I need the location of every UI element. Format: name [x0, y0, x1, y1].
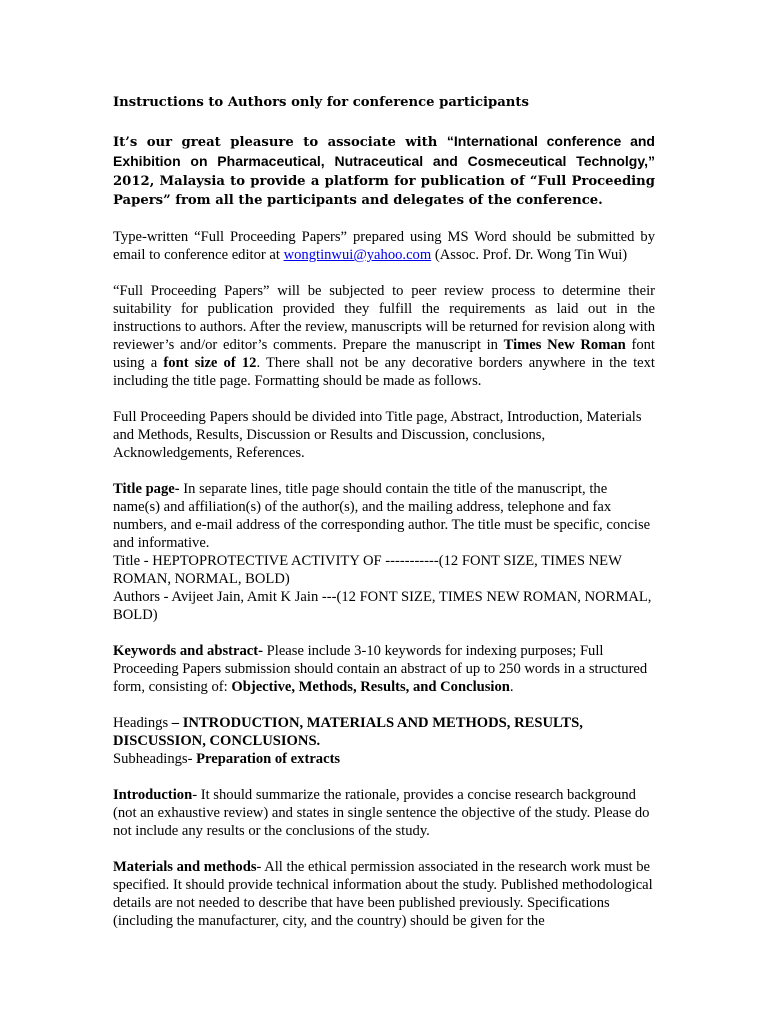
materials-text: - All the ethical permission associated in the research work must be specified. It should provide technical information about the study. Published methodological details are not needed to describe that have been published previously. Specifications (including the manufacturer, city, and the country) should be given for the	[113, 859, 653, 929]
keywords-end: .	[509, 679, 514, 695]
subheadings-paragraph	[113, 750, 655, 768]
review-text1: “Full Proceeding Papers” will be subjected to peer review process to determine their suitability for publication provided they fulfill the requirements as laid out in the instructions to authors. After the review, manuscripts will be returned for revision along with reviewer’s and/or editor’s comments. Prepare the manuscript in	[113, 283, 655, 353]
submission-text2: (Assoc. Prof. Dr. Wong Tin Wui)	[431, 247, 628, 263]
authors-example: Authors - Avijeet Jain, Amit K Jain ---(12 FONT SIZE, TIMES NEW ROMAN, NORMAL, BOLD)	[113, 589, 652, 623]
keywords-text: Please include 3-10 keywords for indexing purposes; Full Proceeding Papers submission should contain an abstract of up to 250 words in a structured form, consisting of:	[113, 643, 648, 695]
editor-email-link[interactable]: wongtinwui@yahoo.com	[283, 247, 432, 263]
abstract-structure: Objective, Methods, Results, and Conclusion	[231, 679, 510, 695]
font-name: Times New Roman	[503, 337, 626, 353]
review-paragraph	[113, 282, 655, 390]
title-page-text: In separate lines, title page should contain the title of the manuscript, the name(s) and affiliation(s) of the author(s), and the mailing address, telephone and fax numbers, and e-mail address of the corresponding author. The title must be specific, concise and informative.	[113, 481, 651, 551]
headings-value: – INTRODUCTION, MATERIALS AND METHODS, RESULTS, DISCUSSION, CONCLUSIONS.	[113, 715, 583, 749]
introduction-paragraph	[113, 786, 655, 840]
keywords-paragraph	[113, 642, 655, 696]
document-page	[113, 94, 655, 948]
materials-paragraph	[113, 858, 655, 930]
font-size: font size of 12	[163, 355, 257, 371]
subheadings-label: Subheadings-	[113, 751, 197, 767]
sections-list-paragraph: Full Proceeding Papers should be divided into Title page, Abstract, Introduction, Materials and Methods, Results, Discussion or Results and Discussion, conclusions, Acknowledgements, References.	[113, 409, 642, 461]
headings-label: Headings	[113, 715, 172, 731]
title-page-paragraph	[113, 480, 655, 552]
conference-name: “International conference and Exhibition on Pharmaceutical, Nutraceutical and Cosmeceutical Technolgy,”	[113, 133, 655, 169]
submission-paragraph	[113, 228, 655, 264]
intro-part2: 2012, Malaysia to provide a platform for publication of “Full Proceeding Papers” from all the participants and delegates of the conference.	[113, 174, 655, 208]
review-text3: . There shall not be any decorative borders anywhere in the text including the title page. Formatting should be made as follows.	[113, 355, 655, 389]
materials-label: Materials and methods	[113, 859, 257, 875]
keywords-label: Keywords and abstract-	[113, 643, 263, 659]
submission-text1: Type-written “Full Proceeding Papers” prepared using MS Word should be submitted by email to conference editor at	[113, 229, 655, 263]
intro-paragraph	[113, 132, 655, 210]
introduction-label: Introduction	[113, 787, 193, 803]
review-text2: font using a	[113, 337, 655, 371]
introduction-text: - It should summarize the rationale, provides a concise research background (not an exhaustive review) and states in single sentence the objective of the study. Please do not include any results or the conclusions of the study.	[113, 787, 650, 839]
intro-part1: It’s our great pleasure to associate with	[113, 135, 447, 150]
title-example: Title - HEPTOPROTECTIVE ACTIVITY OF -----------(12 FONT SIZE, TIMES NEW ROMAN, NORMAL, BOLD)	[113, 553, 622, 587]
title-page-label: Title page-	[113, 481, 180, 497]
subheadings-value: Preparation of extracts	[196, 751, 341, 767]
headings-paragraph	[113, 714, 655, 750]
document-heading: Instructions to Authors only for conference participants	[113, 95, 529, 110]
